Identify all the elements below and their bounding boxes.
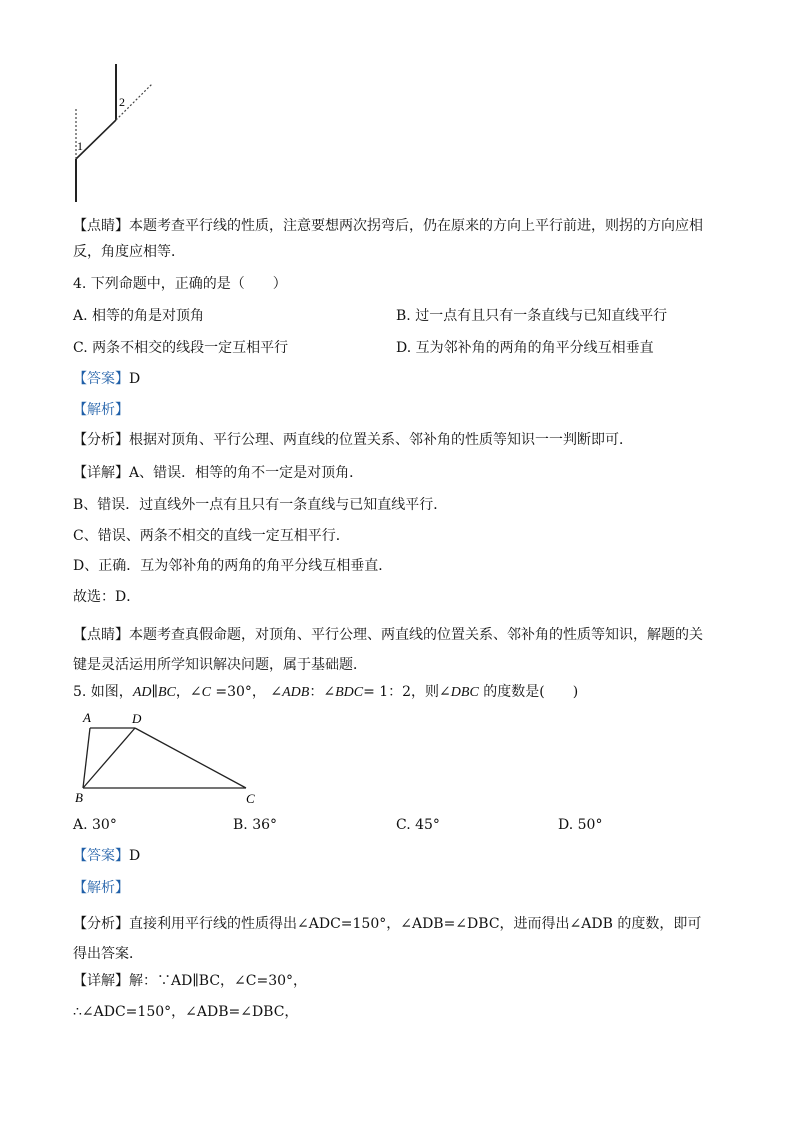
- q4-detail-3: C、错误、两条不相交的直线一定互相平行．: [73, 528, 350, 544]
- q5-answer-tag: 【答案】: [73, 848, 129, 864]
- vertex-label-d: D: [132, 711, 142, 726]
- bend-figure: [60, 58, 170, 208]
- q5-fenxi: 【分析】直接利用平行线的性质得出∠ADC=150°，∠ADB=∠DBC，进而得出∠ADB 的度数，即可得出答案．: [73, 916, 702, 962]
- q4-fenxi: 【分析】根据对顶角、平行公理、两直线的位置关系、邻补角的性质等知识一一判断即可．: [73, 432, 633, 448]
- q4-stem: 4. 下列命题中，正确的是（ ）: [73, 276, 287, 292]
- q5-stem-mid1: ，∠: [175, 684, 202, 700]
- q5-answer-value: D: [129, 848, 141, 864]
- q5-stem-c: C: [201, 685, 211, 700]
- q5-answer: [73, 847, 140, 865]
- q4-detail-4: D、正确．互为邻补角的两角的角平分线互相垂直．: [73, 558, 393, 574]
- q4-option-d: D. 互为邻补角的两角的角平分线互相垂直: [396, 340, 654, 356]
- q5-stem-adb: ADB: [282, 685, 310, 700]
- q4-detail-1: 【详解】A、错误．相等的角不一定是对顶角．: [73, 465, 364, 481]
- segment-dc: [135, 728, 246, 788]
- segment-bd: [83, 728, 135, 788]
- q4-answer-value: D: [129, 371, 141, 387]
- q4-answer: [73, 370, 140, 388]
- q5-stem-mid4: = 1：2，则∠: [363, 684, 451, 700]
- q5-stem-mid3: ：∠: [309, 684, 336, 700]
- q5-detail-2: ∴∠ADC=150°，∠ADB=∠DBC，: [73, 1004, 299, 1020]
- q5-detail-1: 【详解】解：∵AD∥BC，∠C=30°，: [73, 973, 308, 989]
- vertex-label-a: A: [83, 710, 91, 725]
- q4-detail-2: B、错误．过直线外一点有且只有一条直线与已知直线平行．: [73, 497, 448, 513]
- q4-answer-tag: 【答案】: [73, 371, 129, 387]
- q4-option-c: C. 两条不相交的线段一定互相平行: [73, 340, 289, 356]
- q5-option-c: C. 45°: [396, 817, 440, 833]
- q4-note: 【点睛】本题考查真假命题，对顶角、平行公理、两直线的位置关系、邻补角的性质等知识，解题的关键是灵活运用所学知识解决问题，属于基础题．: [73, 627, 703, 673]
- q4-option-a: A. 相等的角是对顶角: [73, 308, 205, 324]
- trapezoid-figure: [70, 708, 270, 808]
- q5-stem-suffix: 的度数是( ): [478, 684, 579, 700]
- vertex-label-c: C: [246, 791, 255, 806]
- q4-detail-5: 故选：D．: [73, 589, 141, 605]
- note-q3: 【点睛】本题考查平行线的性质，注意要想两次拐弯后，仍在原来的方向上平行前进，则拐的方向应相反，角度应相等．: [73, 218, 703, 260]
- q4-option-b: B. 过一点有且只有一条直线与已知直线平行: [396, 308, 668, 324]
- q5-analysis-tag: 【解析】: [73, 880, 129, 896]
- q5-stem-bdc: BDC: [335, 685, 364, 700]
- q4-analysis-tag: 【解析】: [73, 402, 129, 418]
- q5-option-b: B. 36°: [233, 817, 278, 833]
- q5-stem: [73, 683, 578, 702]
- vertex-label-b: B: [75, 790, 83, 805]
- q5-stem-dbc: DBC: [450, 685, 479, 700]
- q5-option-a: A. 30°: [73, 817, 117, 833]
- q5-stem-prefix: 5. 如图，: [73, 684, 133, 700]
- q5-option-d: D. 50°: [558, 817, 603, 833]
- angle-label-1: 1: [77, 139, 83, 153]
- segment-ab: [83, 728, 90, 788]
- q5-stem-ad-bc: AD∥BC: [132, 685, 176, 700]
- angle-label-2: 2: [119, 95, 125, 109]
- q5-stem-mid2: =30°， ∠: [210, 684, 283, 700]
